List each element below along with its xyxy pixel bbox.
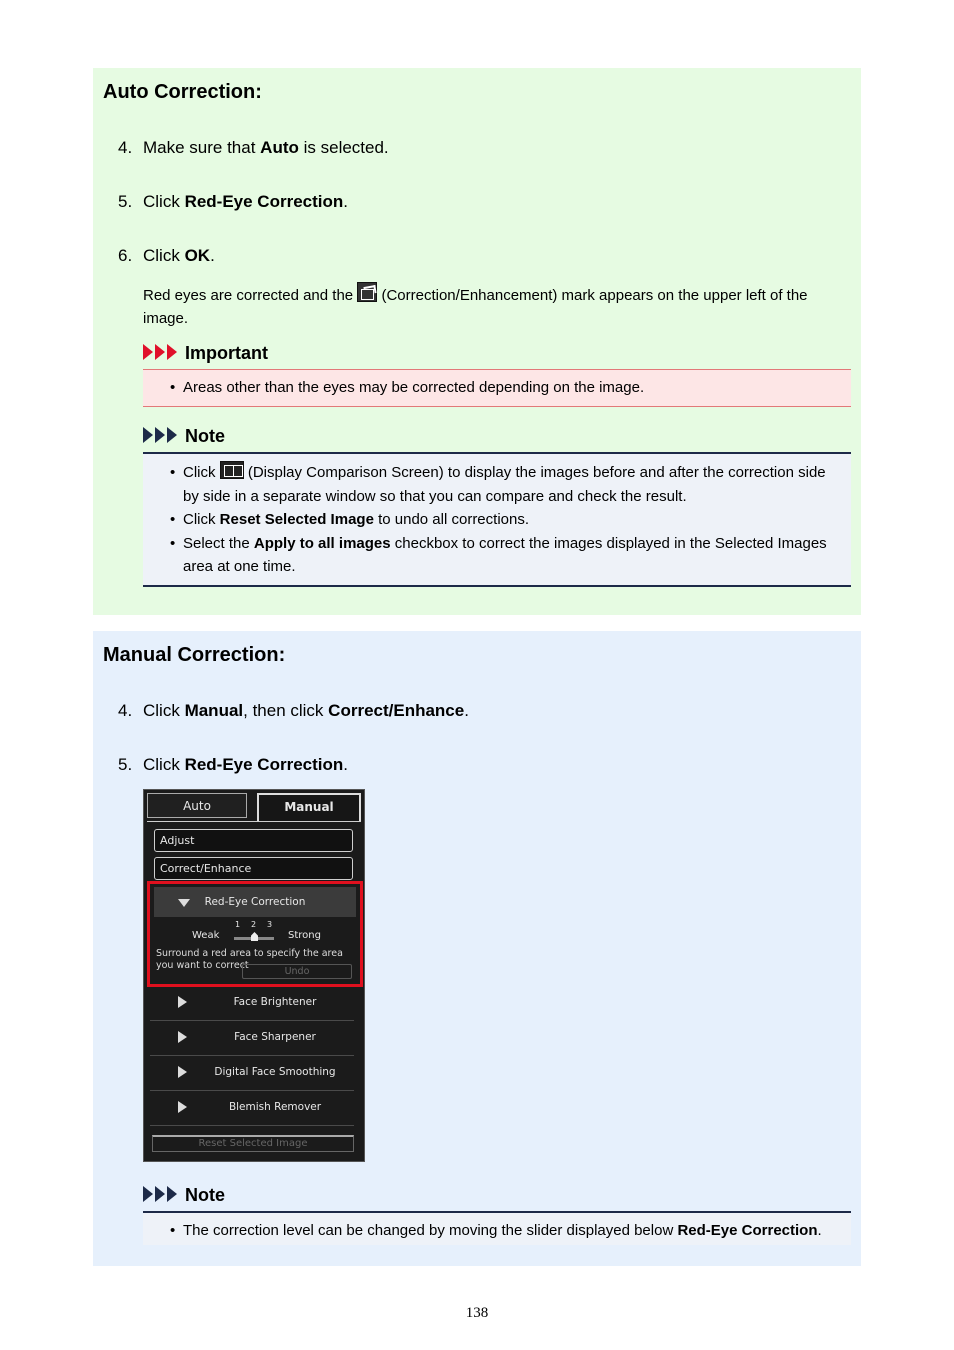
correct-enhance-button[interactable]: Correct/Enhance (154, 857, 353, 880)
note-box (143, 1211, 851, 1245)
strong-label: Strong (288, 930, 321, 941)
auto-correction-section (93, 68, 861, 615)
expanded-triangle-icon (178, 899, 190, 907)
note-item: • Click (Display Comparison Screen) to display the images before and after the correction side by side in a separate window so that you can compare and check the result. (143, 461, 851, 508)
digital-face-smoothing-button[interactable]: Digital Face Smoothing (150, 1055, 354, 1091)
display-comparison-icon (220, 461, 244, 479)
step-6: 6. Click OK. (118, 246, 215, 265)
important-heading: Important (143, 343, 268, 365)
note-chevron-icon (143, 427, 181, 443)
important-box (143, 369, 851, 407)
undo-button[interactable]: Undo (242, 964, 352, 979)
tab-manual[interactable]: Manual (257, 793, 361, 822)
important-item: • Areas other than the eyes may be corrected depending on the image. (143, 376, 851, 400)
adjust-button[interactable]: Adjust (154, 829, 353, 852)
tick-label: 2 (251, 920, 257, 929)
manual-correction-section (93, 631, 861, 1266)
red-eye-hint: Surround a red area to specify the area you want to correct (156, 948, 343, 971)
reset-selected-image-button[interactable]: Reset Selected Image (152, 1135, 354, 1152)
step-4: 4. Make sure that Auto is selected. (118, 138, 389, 157)
slider-thumb[interactable] (251, 932, 258, 941)
note-chevron-icon (143, 1186, 181, 1202)
tab-auto[interactable]: Auto (147, 793, 247, 818)
blemish-remover-button[interactable]: Blemish Remover (150, 1090, 354, 1126)
step-4: 4. Click Manual, then click Correct/Enhance. (118, 701, 469, 720)
section-title: Manual Correction: (103, 644, 286, 666)
note-item: • Click Reset Selected Image to undo all corrections. (143, 508, 851, 532)
red-eye-highlight (147, 881, 363, 987)
step-5: 5. Click Red-Eye Correction. (118, 192, 348, 211)
tick-label: 1 (235, 920, 241, 929)
page-number: 138 (465, 1305, 489, 1321)
note-heading: Note (143, 1185, 225, 1207)
correction-panel-screenshot (143, 789, 365, 1162)
red-eye-correction-button[interactable]: Red-Eye Correction (154, 887, 356, 917)
tick-label: 3 (267, 920, 273, 929)
weak-label: Weak (192, 930, 220, 941)
note-heading: Note (143, 426, 225, 448)
step-5: 5. Click Red-Eye Correction. (118, 755, 348, 774)
result-paragraph: Red eyes are corrected and the (Correction/Enhancement) mark appears on the upper left of the image. (143, 282, 848, 330)
tab-divider (147, 821, 361, 822)
correction-enhancement-icon (357, 282, 377, 302)
face-brightener-button[interactable]: Face Brightener (150, 985, 354, 1021)
note-item: • Select the Apply to all images checkbox to correct the images displayed in the Selected Images area at one time. (143, 532, 851, 579)
important-chevron-icon (143, 344, 181, 360)
note-item: • The correction level can be changed by moving the slider displayed below Red-Eye Correction. (143, 1219, 851, 1243)
face-sharpener-button[interactable]: Face Sharpener (150, 1020, 354, 1056)
note-box (143, 452, 851, 587)
level-slider-row (150, 920, 360, 948)
section-title: Auto Correction: (103, 81, 262, 103)
